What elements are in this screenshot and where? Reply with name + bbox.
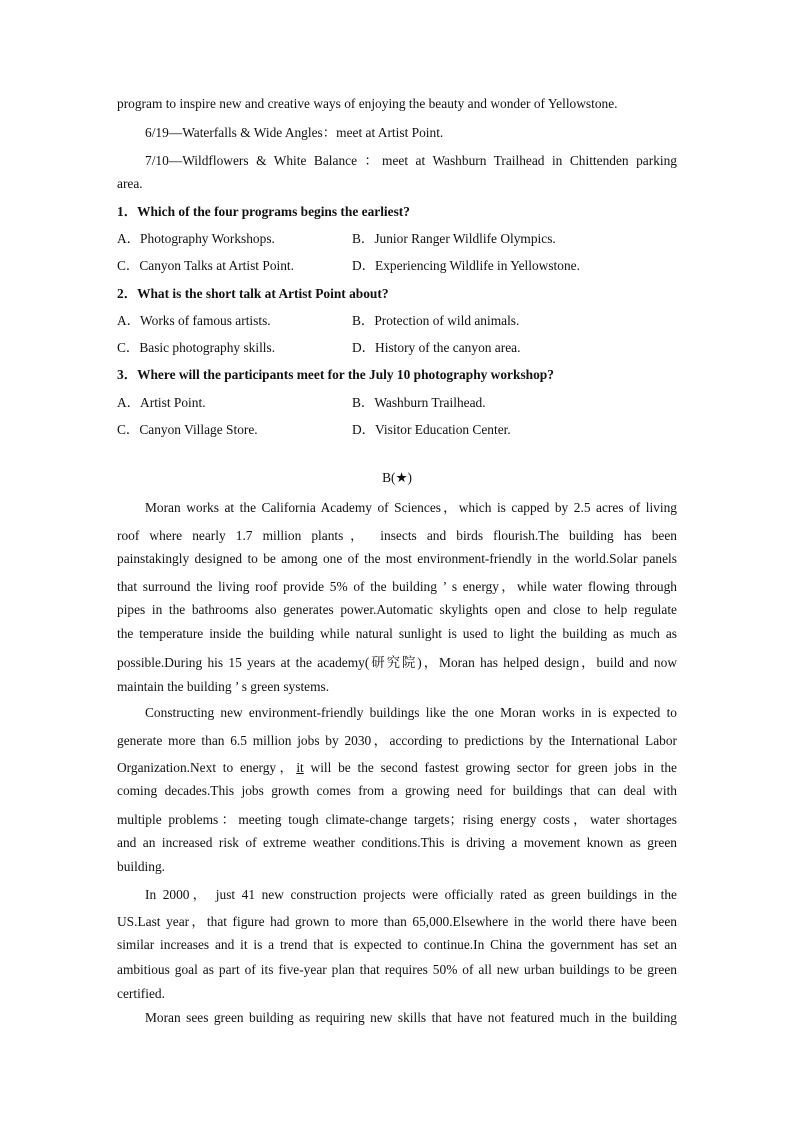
paragraph-line: Constructing new environment-friendly buildings like the one Moran works in is expected to xyxy=(145,705,677,720)
option-b: B．Protection of wild animals. xyxy=(352,313,520,328)
question-stem: 1．Which of the four programs begins the earliest? xyxy=(117,204,410,219)
option-a: A．Artist Point. xyxy=(117,395,206,410)
option-c: C．Basic photography skills. xyxy=(117,340,276,355)
paragraph-line: building. xyxy=(117,859,165,874)
option-c: C．Canyon Talks at Artist Point. xyxy=(117,258,294,273)
schedule-continuation: area. xyxy=(117,176,143,191)
question-stem: 2．What is the short talk at Artist Point about? xyxy=(117,286,389,301)
schedule-item: 6/19—Waterfalls & Wide Angles：meet at Artist Point. xyxy=(145,125,444,140)
paragraph-line: that surround the living roof provide 5% of the building ’ s energy，while water flowing through xyxy=(117,579,677,594)
paragraph-line: roof where nearly 1.7 million plants， insects and birds flourish.The building has been xyxy=(117,528,677,543)
option-d: D．Experiencing Wildlife in Yellowstone. xyxy=(352,258,580,273)
paragraph-line: pipes in the bathrooms also generates power.Automatic skylights open and close to help regulate xyxy=(117,602,677,617)
paragraph-line: similar increases and it is a trend that is expected to continue.In China the government has set an xyxy=(117,937,677,952)
text-segment: Organization.Next to energy， xyxy=(117,760,297,775)
paragraph-line: generate more than 6.5 million jobs by 2030，according to predictions by the International Labor xyxy=(117,733,677,748)
option-a: A．Photography Workshops. xyxy=(117,231,275,246)
paragraph-line: maintain the building ’ s green systems. xyxy=(117,679,330,694)
intro-line: program to inspire new and creative ways of enjoying the beauty and wonder of Yellowstone. xyxy=(117,96,618,111)
paragraph-line: US.Last year，that figure had grown to more than 65,000.Elsewhere in the world there have been xyxy=(117,914,677,929)
paragraph-line: ambitious goal as part of its five-year plan that requires 50% of all new urban buildings to be green xyxy=(117,962,677,977)
paragraph-line: coming decades.This jobs growth comes from a growing need for buildings that can deal with xyxy=(117,783,677,798)
text-segment: will be the second fastest growing sector for green jobs in the xyxy=(303,760,677,775)
paragraph-line-with-underline xyxy=(117,757,677,776)
option-c: C．Canyon Village Store. xyxy=(117,422,258,437)
question-stem: 3．Where will the participants meet for the July 10 photography workshop? xyxy=(117,367,554,382)
underlined-pronoun: it xyxy=(296,760,304,775)
option-d: D．Visitor Education Center. xyxy=(352,422,511,437)
option-a: A．Works of famous artists. xyxy=(117,313,271,328)
paragraph-line: In 2000， just 41 new construction projects were officially rated as green buildings in the xyxy=(145,887,677,902)
paragraph-line: and an increased risk of extreme weather conditions.This is driving a movement known as green xyxy=(117,835,677,850)
paragraph-line: Moran sees green building as requiring new skills that have not featured much in the building xyxy=(145,1010,677,1025)
paragraph-line: certified. xyxy=(117,986,165,1001)
option-b: B．Junior Ranger Wildlife Olympics. xyxy=(352,231,556,246)
option-d: D．History of the canyon area. xyxy=(352,340,521,355)
option-b: B．Washburn Trailhead. xyxy=(352,395,486,410)
paragraph-line: painstakingly designed to be among one of the most environment-friendly in the world.Solar panels xyxy=(117,551,677,566)
schedule-item: 7/10—Wildflowers & White Balance ：meet at Washburn Trailhead in Chittenden parking xyxy=(145,153,677,168)
paragraph-line: possible.During his 15 years at the academy(研究院)，Moran has helped design，build and now xyxy=(117,655,677,670)
paragraph-line: Moran works at the California Academy of Sciences，which is capped by 2.5 acres of living xyxy=(145,500,677,515)
paragraph-line: multiple problems：meeting tough climate-change targets；rising energy costs，water shortages xyxy=(117,812,677,827)
paragraph-line: the temperature inside the building while natural sunlight is used to light the building as much as xyxy=(117,626,677,641)
section-heading: B(★) xyxy=(382,470,412,485)
